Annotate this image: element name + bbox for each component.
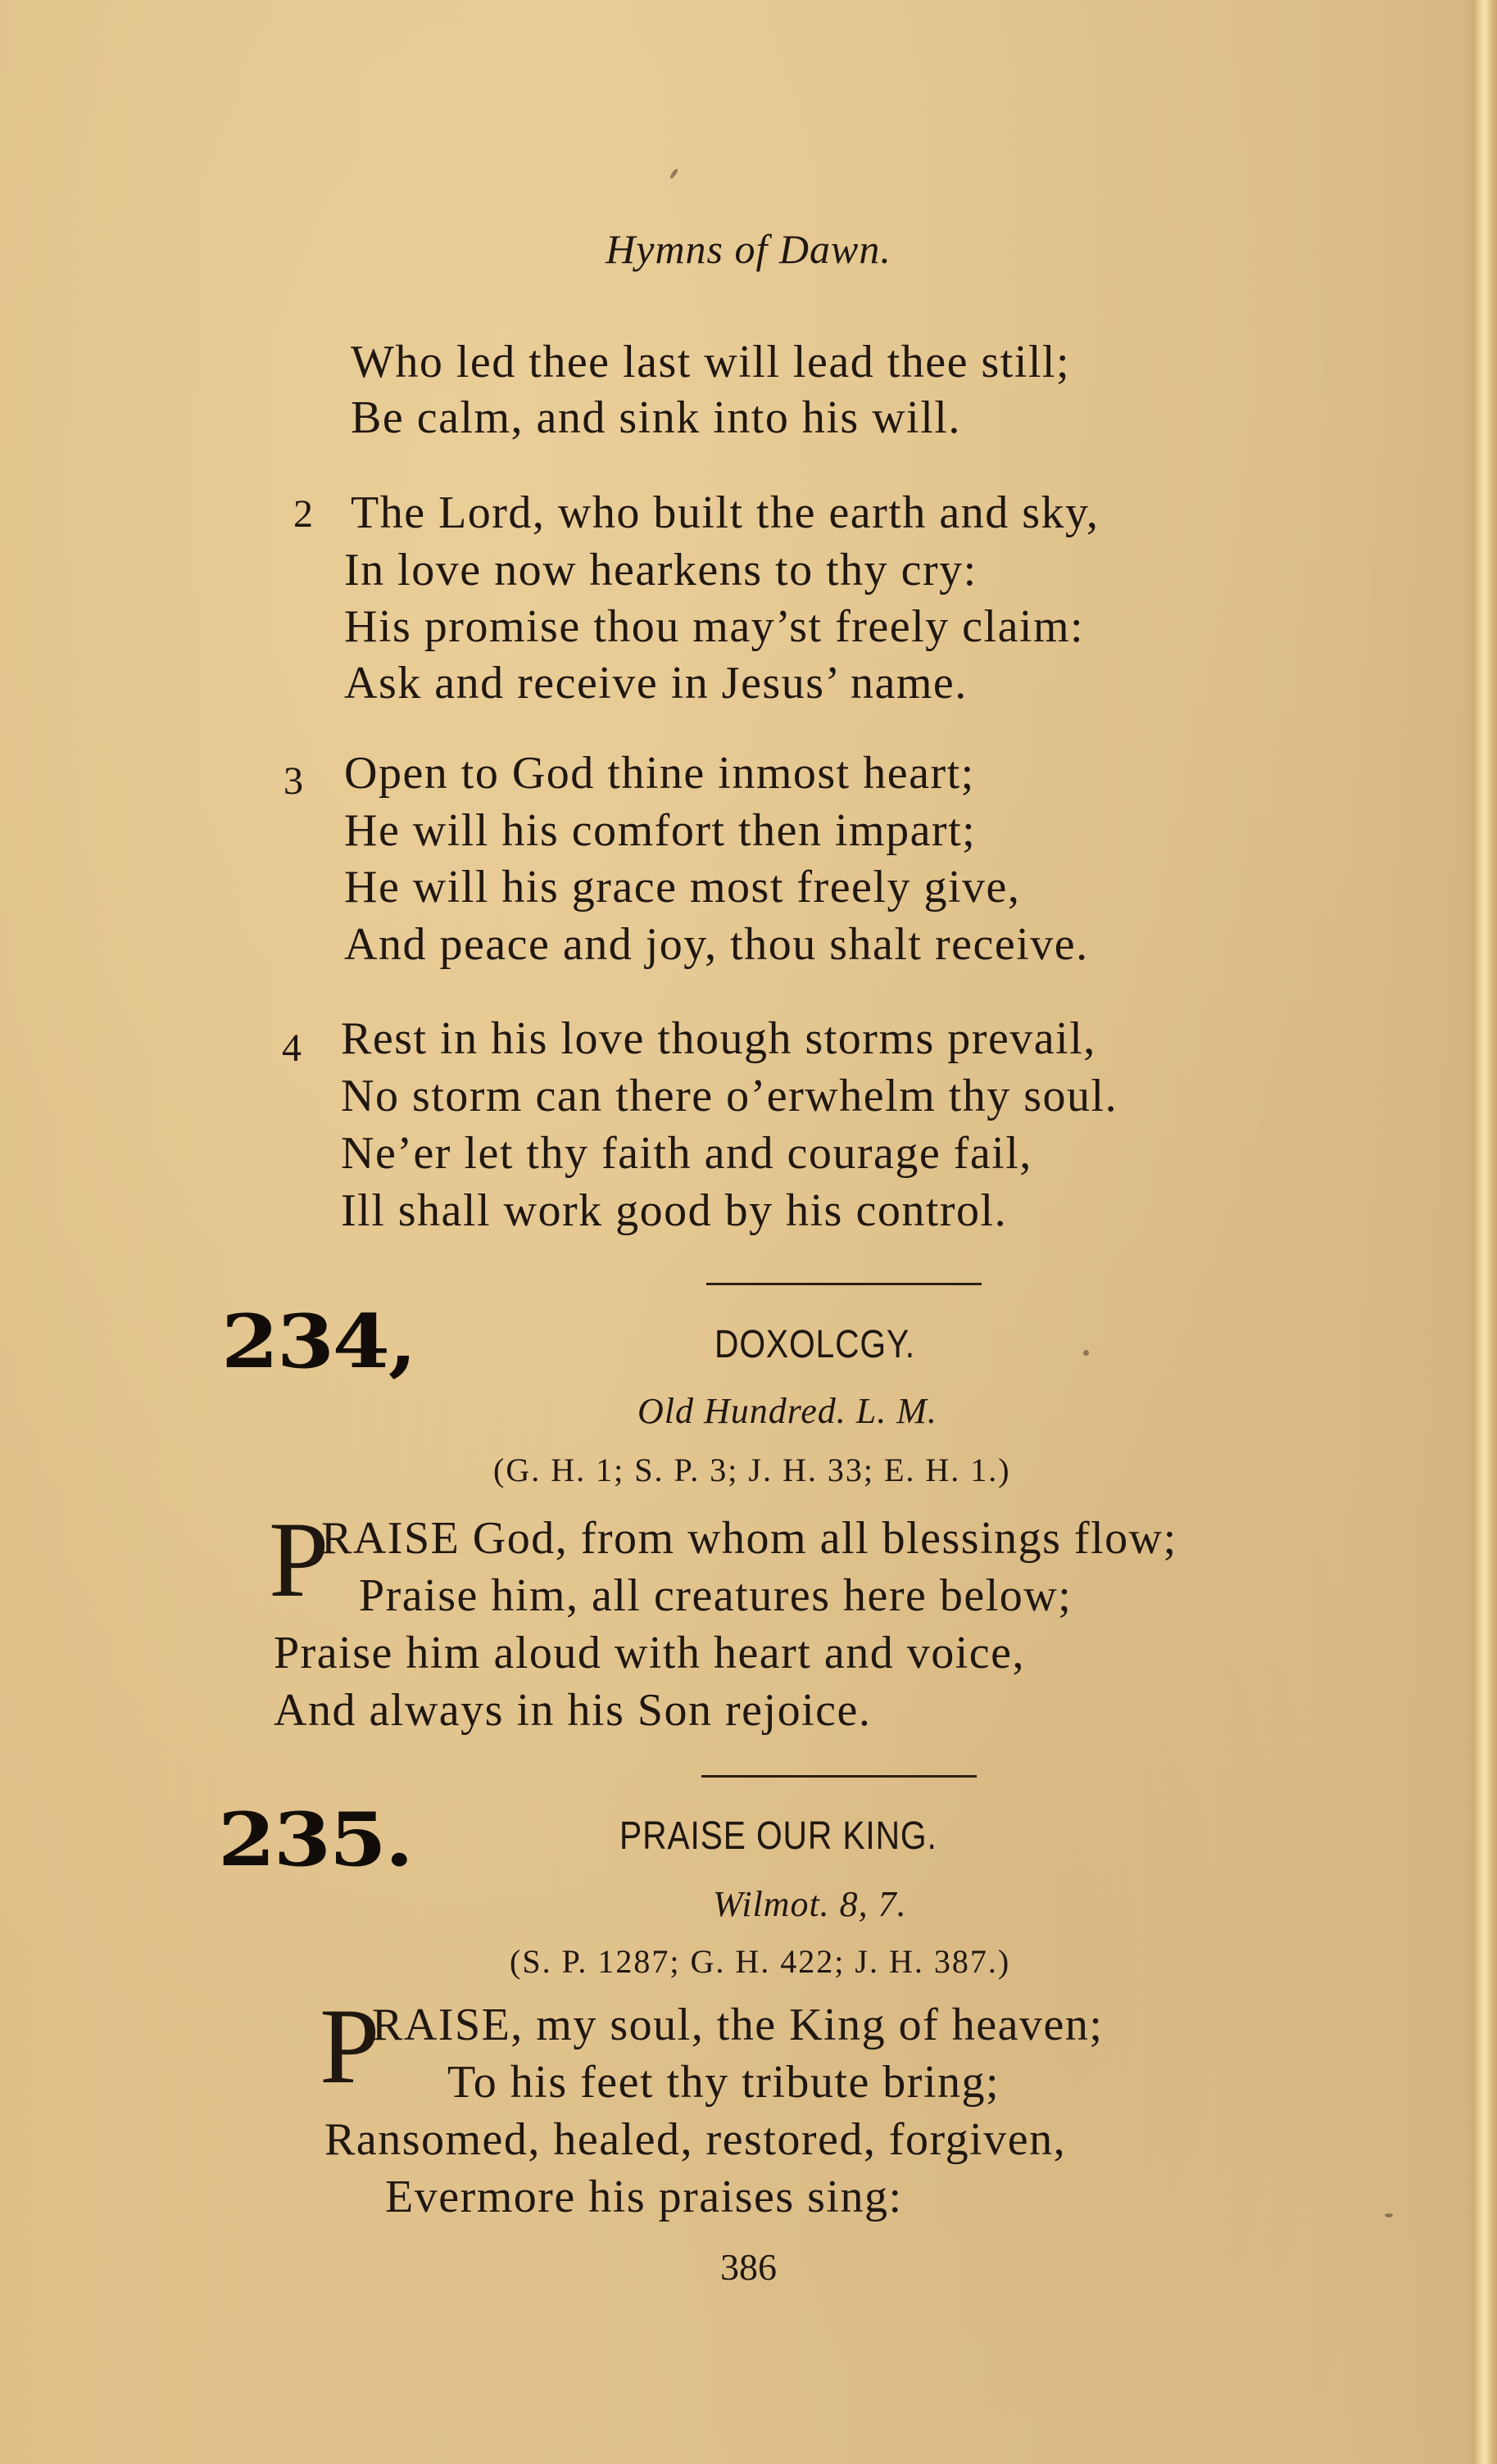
verse-line: Be calm, and sink into his will. (351, 392, 961, 443)
tune-name: Wilmot. 8, 7. (713, 1884, 907, 1924)
stanza-number: 2 (293, 492, 313, 536)
verse-line: Ask and receive in Jesus’ name. (344, 658, 968, 709)
verse-line: And always in his Son rejoice. (274, 1685, 872, 1736)
section-divider (706, 1283, 982, 1285)
hymn-number: 234, (221, 1298, 415, 1385)
hymnal-references: (S. P. 1287; G. H. 422; J. H. 387.) (510, 1943, 1011, 1980)
hymn-number: 235. (218, 1796, 412, 1883)
verse-line: Ne’er let thy faith and courage fail, (341, 1128, 1032, 1179)
verse-line: And peace and joy, thou shalt receive. (344, 919, 1089, 970)
hymn-title: DOXOLCGY. (714, 1323, 915, 1366)
ink-fleck (1083, 1350, 1089, 1356)
verse-line: Open to God thine inmost heart; (344, 748, 975, 799)
hymnal-references: (G. H. 1; S. P. 3; J. H. 33; E. H. 1.) (493, 1452, 1011, 1488)
verse-line: The Lord, who built the earth and sky, (351, 487, 1100, 538)
verse-line: RAISE God, from whom all blessings flow; (321, 1513, 1177, 1564)
verse-line: Ransomed, healed, restored, forgiven, (324, 2114, 1067, 2165)
page-edge-shading (1464, 0, 1497, 2464)
verse-line: He will his comfort then impart; (344, 805, 977, 856)
verse-line: Who led thee last will lead thee still; (351, 337, 1071, 387)
stanza-number: 4 (282, 1026, 302, 1070)
drop-cap: P (320, 1986, 380, 2106)
ink-fleck (1385, 2213, 1393, 2217)
verse-line: His promise thou may’st freely claim: (344, 601, 1085, 652)
tune-name: Old Hundred. L. M. (637, 1391, 937, 1431)
verse-line: In love now hearkens to thy cry: (344, 545, 978, 596)
drop-cap: P (269, 1499, 329, 1619)
section-divider (701, 1775, 977, 1778)
page-number: 386 (720, 2246, 777, 2288)
ink-fleck (669, 168, 678, 179)
running-head: Hymns of Dawn. (606, 226, 891, 272)
verse-line: Rest in his love though storms prevail, (341, 1013, 1096, 1064)
verse-line: Praise him, all creatures here below; (359, 1570, 1073, 1621)
verse-line: Evermore his praises sing: (385, 2172, 903, 2222)
hymn-title: PRAISE OUR KING. (619, 1814, 937, 1858)
verse-line: To his feet thy tribute bring; (447, 2057, 1000, 2108)
verse-line: Ill shall work good by his control. (341, 1185, 1008, 1236)
verse-line: RAISE, my soul, the King of heaven; (372, 2000, 1104, 2050)
stanza-number: 3 (284, 759, 303, 803)
verse-line: He will his grace most freely give, (344, 862, 1021, 913)
verse-line: Praise him aloud with heart and voice, (274, 1628, 1025, 1678)
verse-line: No storm can there o’erwhelm thy soul. (341, 1071, 1118, 1121)
